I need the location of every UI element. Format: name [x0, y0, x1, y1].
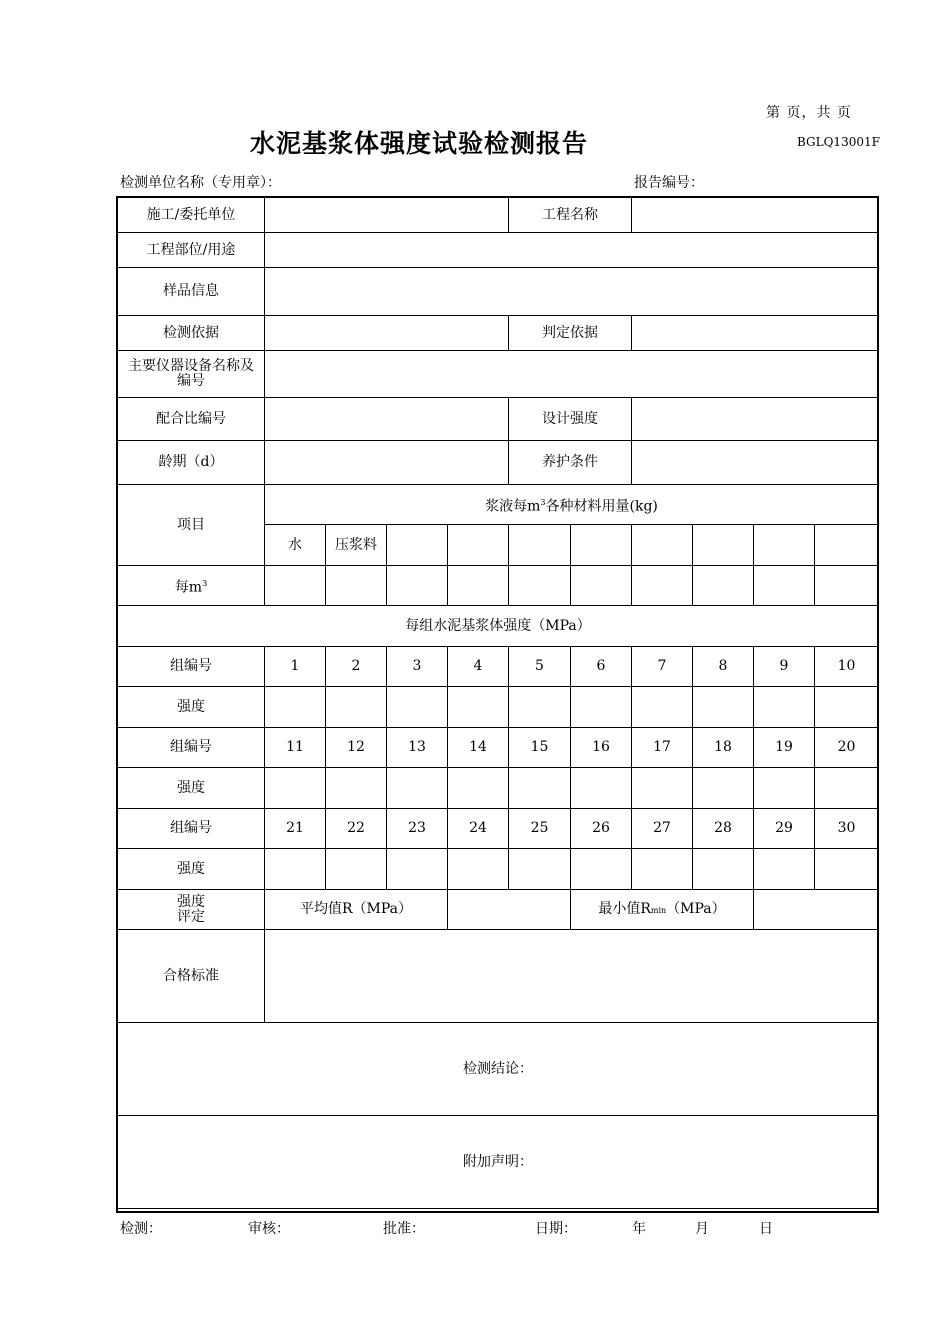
amount-cell[interactable] [265, 566, 326, 606]
group-number: 28 [693, 809, 754, 849]
strength-cell[interactable] [571, 768, 632, 809]
average-label: 平均值R（MPa） [265, 890, 448, 930]
strength-cell[interactable] [632, 768, 693, 809]
strength-cell[interactable] [326, 687, 387, 728]
material-col[interactable] [754, 525, 815, 566]
strength-cell[interactable] [509, 768, 571, 809]
group-number: 24 [448, 809, 509, 849]
statement-box[interactable] [118, 1116, 879, 1209]
group-number: 22 [326, 809, 387, 849]
amount-cell[interactable] [509, 566, 571, 606]
group-number: 29 [754, 809, 815, 849]
age-value[interactable] [265, 441, 509, 485]
group-number: 20 [815, 728, 879, 768]
equipment-value[interactable] [265, 351, 879, 398]
project-name-label: 工程名称 [509, 198, 632, 233]
group-number: 8 [693, 647, 754, 687]
group-number: 12 [326, 728, 387, 768]
strength-cell[interactable] [815, 768, 879, 809]
group-number-label: 组编号 [118, 728, 265, 768]
group-number: 9 [754, 647, 815, 687]
group-number: 1 [265, 647, 326, 687]
judgement-basis-label: 判定依据 [509, 316, 632, 351]
material-col[interactable] [571, 525, 632, 566]
date-label: 日期： [535, 1221, 577, 1237]
strength-label: 强度 [118, 768, 265, 809]
minimum-label [571, 890, 754, 930]
minimum-pre: 最小值R [598, 900, 651, 917]
equipment-label-line1: 主要仪器设备名称及 [128, 358, 254, 374]
minimum-post: （MPa） [666, 900, 726, 917]
group-number: 14 [448, 728, 509, 768]
strength-cell[interactable] [571, 687, 632, 728]
materials-header-sup: 3 [540, 497, 546, 507]
strength-cell[interactable] [754, 768, 815, 809]
per-cubic-meter-label [118, 566, 265, 606]
material-col[interactable] [632, 525, 693, 566]
standard-label: 合格标准 [118, 930, 265, 1023]
judgement-basis-value[interactable] [632, 316, 879, 351]
group-number: 17 [632, 728, 693, 768]
minimum-sub: min [650, 905, 667, 915]
strength-cell[interactable] [387, 687, 448, 728]
strength-cell[interactable] [265, 687, 326, 728]
strength-cell[interactable] [815, 849, 879, 890]
strength-cell[interactable] [693, 768, 754, 809]
strength-cell[interactable] [326, 849, 387, 890]
day-label: 日 [759, 1221, 773, 1237]
age-label: 龄期（d） [118, 441, 265, 485]
average-value[interactable] [448, 890, 571, 930]
project-name-value[interactable] [632, 198, 879, 233]
per-cubic-pre: 每m [174, 579, 203, 596]
amount-cell[interactable] [448, 566, 509, 606]
location-label: 工程部位/用途 [118, 233, 265, 268]
curing-label: 养护条件 [509, 441, 632, 485]
group-number: 4 [448, 647, 509, 687]
materials-header-post: 各种材料用量(kg) [545, 498, 658, 515]
evaluation-line1: 强度 [177, 893, 205, 910]
strength-cell[interactable] [448, 768, 509, 809]
sample-info-value[interactable] [265, 268, 879, 316]
strength-label: 强度 [118, 849, 265, 890]
equipment-label-line2: 编号 [177, 373, 205, 389]
grout-column-label: 压浆料 [326, 525, 387, 566]
water-column-label: 水 [265, 525, 326, 566]
group-number: 7 [632, 647, 693, 687]
materials-header [265, 485, 879, 525]
equipment-label [118, 351, 265, 398]
sample-info-label: 样品信息 [118, 268, 265, 316]
amount-cell[interactable] [693, 566, 754, 606]
location-value[interactable] [265, 233, 879, 268]
basis-label: 检测依据 [118, 316, 265, 351]
reviewer-label: 审核： [248, 1221, 290, 1237]
amount-cell[interactable] [387, 566, 448, 606]
strength-cell[interactable] [387, 768, 448, 809]
design-strength-value[interactable] [632, 398, 879, 441]
evaluation-line2: 评定 [177, 908, 205, 925]
per-cubic-sup: 3 [202, 578, 208, 588]
material-col[interactable] [815, 525, 879, 566]
amount-cell[interactable] [326, 566, 387, 606]
group-number: 26 [571, 809, 632, 849]
curing-value[interactable] [632, 441, 879, 485]
testing-unit-label: 检测单位名称（专用章）： [120, 175, 281, 191]
client-value[interactable] [265, 198, 509, 233]
basis-value[interactable] [265, 316, 509, 351]
strength-cell[interactable] [265, 849, 326, 890]
strength-cell[interactable] [448, 849, 509, 890]
client-label: 施工/委托单位 [118, 198, 265, 233]
conclusion-label: 检测结论： [463, 1060, 533, 1077]
strength-evaluation-label [118, 890, 265, 930]
strength-label: 强度 [118, 687, 265, 728]
tester-label: 检测： [120, 1221, 162, 1237]
group-number: 3 [387, 647, 448, 687]
approver-label: 批准： [383, 1221, 425, 1237]
group-number: 27 [632, 809, 693, 849]
standard-value[interactable] [265, 930, 879, 1023]
amount-cell[interactable] [571, 566, 632, 606]
group-number: 16 [571, 728, 632, 768]
material-col[interactable] [693, 525, 754, 566]
strength-cell[interactable] [754, 687, 815, 728]
group-number-label: 组编号 [118, 809, 265, 849]
group-number: 15 [509, 728, 571, 768]
material-col[interactable] [387, 525, 448, 566]
strength-cell[interactable] [509, 687, 571, 728]
material-col[interactable] [509, 525, 571, 566]
form-code: BGLQ13001F [797, 135, 880, 149]
materials-header-pre: 浆液每m [485, 498, 541, 515]
strength-cell[interactable] [693, 687, 754, 728]
report-title: 水泥基浆体强度试验检测报告 [250, 129, 589, 158]
statement-label: 附加声明： [463, 1153, 533, 1170]
group-number: 6 [571, 647, 632, 687]
strength-cell[interactable] [632, 687, 693, 728]
amount-cell[interactable] [754, 566, 815, 606]
group-number: 30 [815, 809, 879, 849]
amount-cell[interactable] [815, 566, 879, 606]
group-number: 5 [509, 647, 571, 687]
group-number-label: 组编号 [118, 647, 265, 687]
group-number: 18 [693, 728, 754, 768]
group-number: 11 [265, 728, 326, 768]
design-strength-label: 设计强度 [509, 398, 632, 441]
strength-cell[interactable] [571, 849, 632, 890]
strength-cell[interactable] [693, 849, 754, 890]
report-number-label: 报告编号： [634, 175, 704, 191]
group-number: 2 [326, 647, 387, 687]
strength-cell[interactable] [754, 849, 815, 890]
strength-cell[interactable] [509, 849, 571, 890]
strength-cell[interactable] [326, 768, 387, 809]
material-col[interactable] [448, 525, 509, 566]
month-label: 月 [695, 1221, 709, 1237]
group-number: 21 [265, 809, 326, 849]
group-number: 19 [754, 728, 815, 768]
item-label: 项目 [118, 485, 265, 566]
group-number: 10 [815, 647, 879, 687]
conclusion-box[interactable] [118, 1023, 879, 1116]
group-number: 13 [387, 728, 448, 768]
group-number: 25 [509, 809, 571, 849]
year-label: 年 [632, 1221, 646, 1237]
amount-cell[interactable] [632, 566, 693, 606]
strength-cell[interactable] [632, 849, 693, 890]
page-indicator: 第 页，共 页 [766, 105, 852, 121]
strength-cell[interactable] [387, 849, 448, 890]
strength-section-title: 每组水泥基浆体强度（MPa） [118, 606, 879, 647]
minimum-value[interactable] [754, 890, 879, 930]
strength-cell[interactable] [815, 687, 879, 728]
strength-cell[interactable] [448, 687, 509, 728]
mix-number-value[interactable] [265, 398, 509, 441]
report-table [117, 197, 879, 1209]
group-number: 23 [387, 809, 448, 849]
mix-number-label: 配合比编号 [118, 398, 265, 441]
strength-cell[interactable] [265, 768, 326, 809]
